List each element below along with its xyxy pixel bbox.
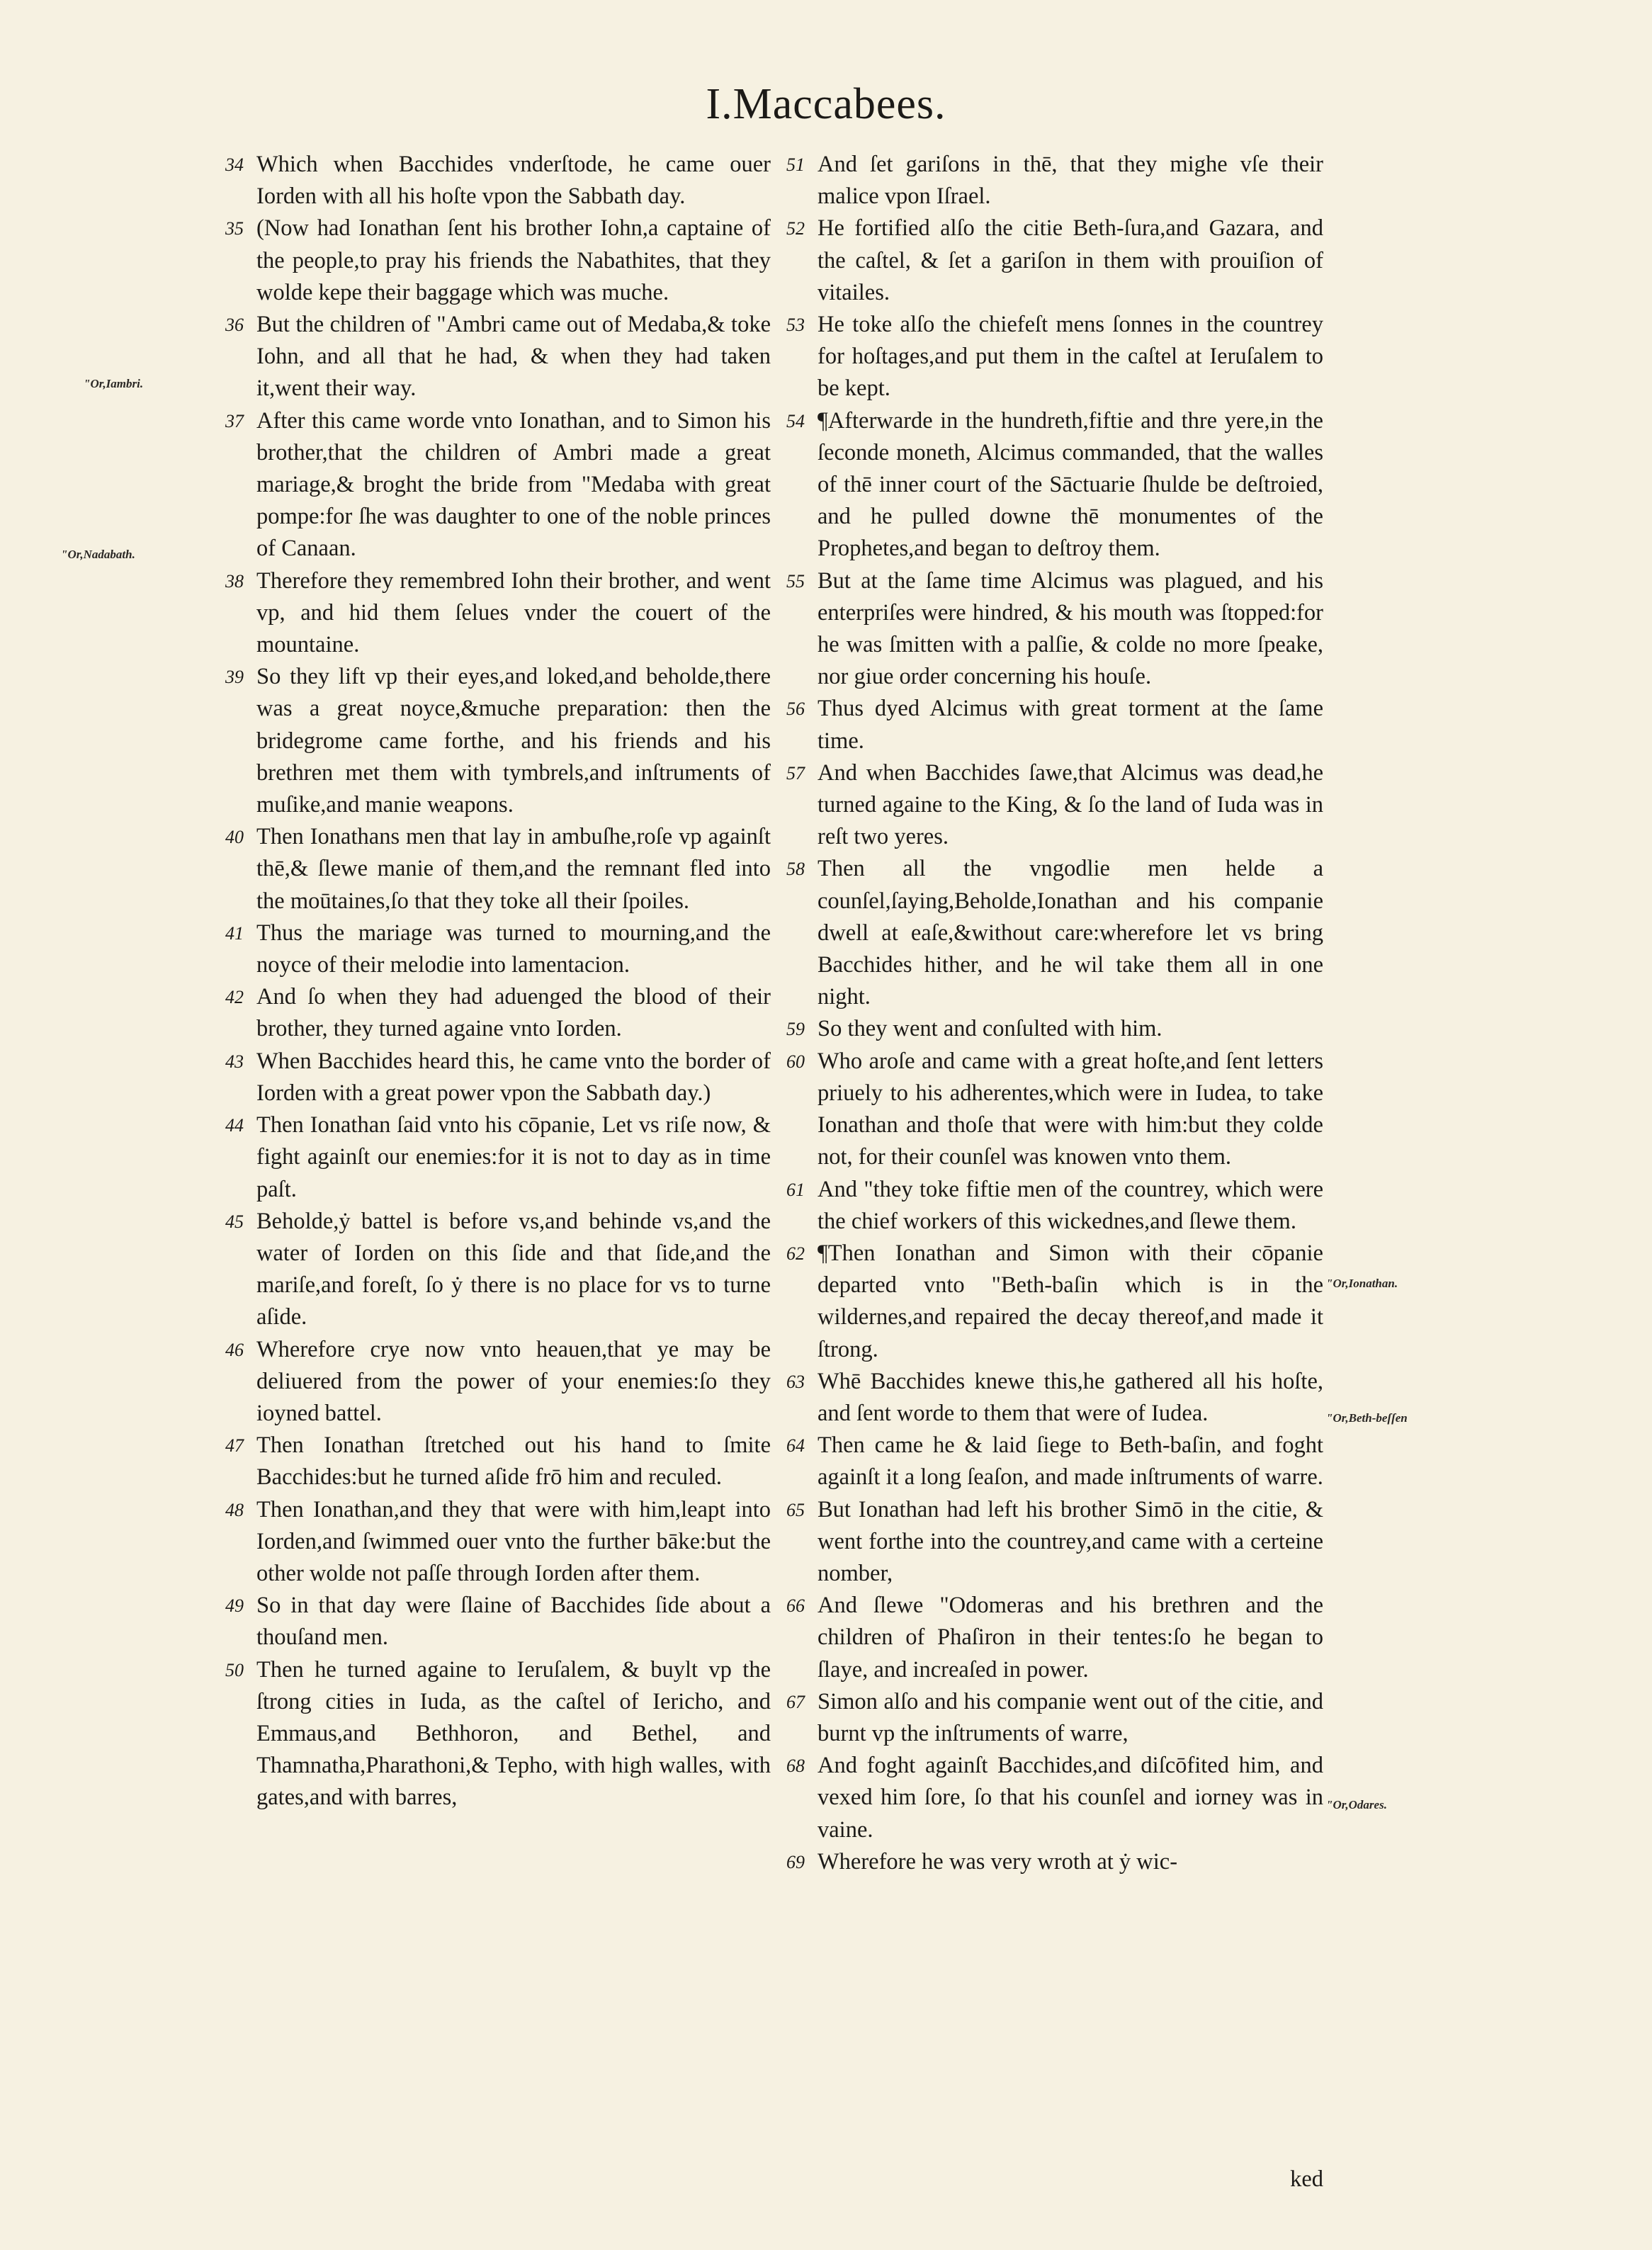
verse-number: 50 (225, 1659, 244, 1680)
verse-text: Whē Bacchides knewe this,he gathered all his hoſte, and ſent worde to them that were of Iudea. (817, 1368, 1323, 1426)
verse (225, 1206, 771, 1334)
verse-number: 36 (225, 315, 244, 336)
verse-text: Wherefore crye now vnto heauen,that ye may be deliuered from the power of your enemies:ſo they ioyned battel. (256, 1336, 771, 1426)
verse-number: 44 (225, 1115, 244, 1136)
verse-number: 40 (225, 827, 244, 848)
verse-text: When Bacchides heard this, he came vnto the border of Iorden with a great power vpon the Sabbath day.) (256, 1048, 771, 1106)
margin-note: "Or,Odares. (1326, 1798, 1387, 1811)
margin-note: "Or,Nadabath. (61, 548, 135, 561)
verse-number: 65 (786, 1499, 805, 1520)
verse-text: Then Ionathan,and they that were with him,leapt into Iorden,and ſwimmed ouer vnto the further bāke:but the other wolde not paſſe through Iorden after them. (256, 1496, 771, 1586)
verse (786, 1174, 1323, 1238)
verse-text: He fortified alſo the citie Beth-ſura,and Gazara, and the caſtel, & ſet a gariſon in them with prouiſion of vitailes. (817, 215, 1323, 305)
verse-number: 56 (786, 699, 805, 720)
margin-note: "Or,Iambri. (84, 377, 144, 390)
verse-text: But the children of "Ambri came out of Medaba,& toke Iohn, and all that he had, & when they had taken it,went their way. (256, 312, 771, 402)
verse (786, 1686, 1323, 1750)
verse (225, 1109, 771, 1206)
verse-number: 67 (786, 1691, 805, 1712)
verse (786, 693, 1323, 757)
verse (225, 917, 771, 981)
verse-text: So in that day were ſlaine of Bacchides ſide about a thouſand men. (256, 1593, 771, 1651)
verse-number: 46 (225, 1339, 244, 1360)
margin-note: "Or,Beth-beſſen (1326, 1411, 1408, 1425)
verse-text: Then all the vngodlie men helde a counſel,ſaying,Beholde,Ionathan and his companie dwell at eaſe,&without care:wherefore let vs bring Bacchides hither, and he wil take them all in one night. (817, 856, 1323, 1010)
verse (225, 405, 771, 565)
verse-number: 47 (225, 1435, 244, 1457)
verse (225, 1334, 771, 1430)
verse (786, 1013, 1323, 1045)
verse-number: 62 (786, 1243, 805, 1264)
verse (225, 1654, 771, 1814)
verse (786, 1238, 1323, 1366)
verse-text: And ſlewe "Odomeras and his brethren and the children of Phaſiron in their tentes:ſo he began to ſlaye, and increaſed in power. (817, 1593, 1323, 1683)
verse-number: 42 (225, 987, 244, 1008)
verse (786, 853, 1323, 1013)
verse-number: 64 (786, 1435, 805, 1457)
verse-text: And when Bacchides ſawe,that Alcimus was dead,he turned againe to the King, & ſo the land of Iuda was in reſt two yeres. (817, 759, 1323, 850)
verse-number: 66 (786, 1595, 805, 1617)
verse-text: Who aroſe and came with a great hoſte,and ſent letters priuely to his adherentes,which were in Iudea, to take Ionathan and thoſe that were with him:but they colde not, for their counſel was knowen vnto them. (817, 1048, 1323, 1170)
verse-text: Simon alſo and his companie went out of the citie, and burnt vp the inſtruments of warre, (817, 1688, 1323, 1746)
margin-note: "Or,Ionathan. (1326, 1277, 1398, 1290)
verse (786, 565, 1323, 694)
verse (225, 309, 771, 405)
verse (225, 1046, 771, 1109)
verse-number: 54 (786, 410, 805, 431)
verse-number: 38 (225, 570, 244, 592)
verse-text: Beholde,ẏ battel is before vs,and behinde vs,and the water of Iorden on this ſide and that ſide,and the mariſe,and foreſt, ſo ẏ there is no place for vs to turne aſide. (256, 1208, 771, 1330)
verse (225, 213, 771, 309)
verse-number: 39 (225, 667, 244, 688)
verse (786, 1046, 1323, 1174)
verse (786, 149, 1323, 213)
verse-text: So they lift vp their eyes,and loked,and beholde,there was a great noyce,&muche preparation: then the bridegrome came forthe, and his friends and his brethren met them with tymbrels,and inſtruments of muſike,and manie weapons. (256, 664, 771, 818)
verse-text: But at the ſame time Alcimus was plagued, and his enterpriſes were hindred, & his mouth was ſtopped:for he was ſmitten with a palſie, & colde no more ſpeake, nor giue order concerning his houſe. (817, 567, 1323, 690)
verse-text: ¶Afterwarde in the hundreth,fiftie and thre yere,in the ſeconde moneth, Alcimus commanded, that the walles of thē inner court of the Sāctuarie ſhulde be deſtroied, and he pulled downe thē monumentes of the Prophetes,and began to deſtroy them. (817, 407, 1323, 562)
page-title: I.Maccabees. (706, 80, 946, 128)
verse-number: 63 (786, 1371, 805, 1392)
verse-text: After this came worde vnto Ionathan, and to Simon his brother,that the children of Ambri made a great mariage,& broght the bride from "Medaba with great pompe:for ſhe was daughter to one of the noble princes of Canaan. (256, 407, 771, 562)
verse-number: 69 (786, 1851, 805, 1872)
verse (786, 757, 1323, 854)
verse-number: 34 (225, 154, 244, 175)
verse (225, 149, 771, 213)
verse-text: Therefore they remembred Iohn their brother, and went vp, and hid them ſelues vnder the couert of the mountaine. (256, 567, 771, 658)
verse-number: 35 (225, 218, 244, 239)
verse-text: He toke alſo the chiefeſt mens ſonnes in the countrey for hoſtages,and put them in the caſtel at Ieruſalem to be kept. (817, 312, 1323, 402)
verse-text: (Now had Ionathan ſent his brother Iohn,a captaine of the people,to pray his friends the Nabathites, that they wolde kepe their baggage which was muche. (256, 215, 771, 305)
verse-text: ¶Then Ionathan and Simon with their cōpanie departed vnto "Beth-baſin which is in the wildernes,and repaired the decay thereof,and made it ſtrong. (817, 1240, 1323, 1362)
verse-text: Which when Bacchides vnderſtode, he came ouer Iorden with all his hoſte vpon the Sabbath day. (256, 152, 771, 210)
verse (786, 213, 1323, 309)
verse (786, 1750, 1323, 1846)
verse (225, 1430, 771, 1493)
verse-text: And ſet gariſons in thē, that they mighe vſe their malice vpon Iſrael. (817, 152, 1323, 210)
verse-number: 48 (225, 1499, 244, 1520)
verse (786, 1430, 1323, 1493)
verse-text: And "they toke fiftie men of the countrey, which were the chief workers of this wickednes,and ſlewe them. (817, 1176, 1323, 1234)
verse (225, 565, 771, 662)
verse-number: 57 (786, 762, 805, 784)
verse-number: 55 (786, 570, 805, 592)
verse-number: 53 (786, 315, 805, 336)
verse-text: And foght againſt Bacchides,and diſcōfited him, and vexed him ſore, ſo that his counſel and iorney was in vaine. (817, 1753, 1323, 1843)
verse-number: 37 (225, 410, 244, 431)
verse-text: So they went and conſulted with him. (817, 1016, 1162, 1042)
verse-number: 59 (786, 1019, 805, 1040)
verse-number: 61 (786, 1179, 805, 1200)
verse-text: Then came he & laid ſiege to Beth-baſin, and foght againſt it a long ſeaſon, and made inſtruments of warre. (817, 1432, 1323, 1491)
verse (786, 1846, 1323, 1878)
verse (786, 405, 1323, 565)
verse-text: Wherefore he was very wroth at ẏ wic- (817, 1848, 1178, 1875)
verse-text: Then Ionathan ſaid vnto his cōpanie, Let vs riſe now, & fight againſt our enemies:for it is not to day as in time paſt. (256, 1112, 771, 1202)
verse-text: But Ionathan had left his brother Simō in the citie, & went forthe into the countrey,and came with a certeine nomber, (817, 1496, 1323, 1586)
verse (225, 981, 771, 1045)
verse (786, 1590, 1323, 1686)
verse-number: 58 (786, 859, 805, 880)
verse (225, 1494, 771, 1590)
verse (786, 1494, 1323, 1590)
left-column (225, 149, 771, 1814)
verse-text: Then Ionathan ſtretched out his hand to ſmite Bacchides:but he turned aſide frō him and reculed. (256, 1432, 771, 1491)
verse (225, 661, 771, 821)
verse-number: 49 (225, 1595, 244, 1617)
verse-text: Then he turned againe to Ieruſalem, & buylt vp the ſtrong cities in Iuda, as the caſtel of Iericho, and Emmaus,and Bethhoron, and Bethel, and Thamnatha,Pharathoni,& Tepho, with high walles, with gates,and with barres, (256, 1656, 771, 1811)
verse (786, 1366, 1323, 1430)
verse-number: 60 (786, 1051, 805, 1072)
right-column (786, 149, 1323, 1878)
verse-number: 68 (786, 1756, 805, 1777)
verse (786, 309, 1323, 405)
verse (225, 821, 771, 917)
verse-number: 43 (225, 1051, 244, 1072)
verse-number: 45 (225, 1211, 244, 1232)
verse-text: Thus dyed Alcimus with great torment at the ſame time. (817, 696, 1323, 754)
verse-number: 52 (786, 218, 805, 239)
verse-text: And ſo when they had aduenged the blood of their brother, they turned againe vnto Iorden. (256, 984, 771, 1042)
verse-number: 51 (786, 154, 805, 175)
catchword: ked (1290, 2166, 1323, 2192)
verse-number: 41 (225, 922, 244, 944)
verse-text: Thus the mariage was turned to mourning,and the noyce of their melodie into lamentacion. (256, 920, 771, 978)
verse (225, 1590, 771, 1653)
verse-text: Then Ionathans men that lay in ambuſhe,roſe vp againſt thē,& ſlewe manie of them,and the remnant fled into the moūtaines,ſo that they toke all their ſpoiles. (256, 824, 771, 914)
